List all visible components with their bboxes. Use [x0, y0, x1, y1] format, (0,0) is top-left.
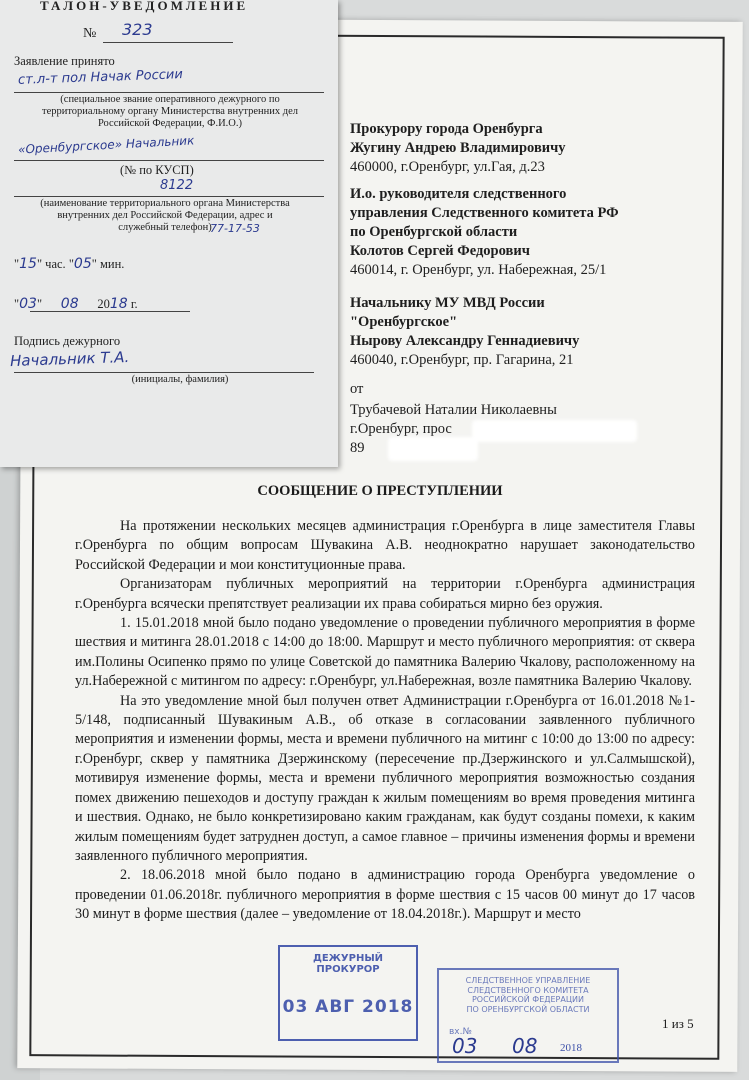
- body-paragraph: 1. 15.01.2018 мной было подано уведомление о проведении публичного мероприятия в форме шествия и митинга 28.01.2018 с 14:00 до 18:00. Маршрут и место публичного мероприятия: от сквера им.Полины Осипенко прямо по улице Советской до памятника Валерию Чкалову, расположенному на ул.Набережной с митингом по адресу: г.Оренбург, ул.Набережная, возле памятника Валерию Чкалову.: [75, 615, 695, 690]
- talon-number-label: №: [83, 26, 97, 41]
- addressee-line: Нырову Александру Геннадиевичу: [350, 333, 580, 349]
- stamp-line: ПО ОРЕНБУРГСКОЙ ОБЛАСТИ: [466, 1004, 590, 1014]
- stamp-line: СЛЕДСТВЕННОЕ УПРАВЛЕНИЕ: [465, 976, 591, 985]
- addressee-line: "Оренбургское": [350, 314, 458, 330]
- document-title: СООБЩЕНИЕ О ПРЕСТУПЛЕНИИ: [257, 483, 503, 499]
- body-paragraph: На это уведомление мной был получен ответ Администрации г.Оренбурга от 16.01.2018 №1-5/148, подписанный Шувакиным А.В., об отказе в согласовании заявленного публичного мероприятия и изменении формы, места и времени публичного на митинг с 10:00 до 13:00 по адресу: г.Оренбург, сквер у памятника Дзержинскому (пересечение пр.Дзержинского и ул.Салмышской), мотивируя изменение формы, места и времени публичного мероприятия возможностью создания помех движению пешеходов и доступу граждан к жилым помещениям во время проведения митинга и шествия. Однако, не было конкретизировано каким гражданам, как будут созданы помехи, к каким жилым помещениям будет затруднен доступ, а самое главное – причины изменения формы и времени заявленного публичного мероприятия.: [75, 692, 695, 864]
- stamp-day-hand: 03: [452, 1034, 478, 1058]
- redaction: [388, 437, 478, 461]
- talon-min-label: мин.: [99, 257, 125, 271]
- talon-day: 03: [19, 296, 37, 312]
- talon-line: [30, 311, 190, 312]
- stamp-line: РОССИЙСКОЙ ФЕДЕРАЦИИ: [471, 995, 585, 1004]
- talon-line: [14, 372, 314, 373]
- sender-phone: 89: [350, 440, 365, 456]
- addressee-line: управления Следственного комитета РФ: [350, 205, 619, 221]
- body-paragraph: Организаторам публичных мероприятий на территории г.Оренбурга администрация г.Оренбурга всячески препятствует реализации их права собираться мирно без оружия.: [75, 576, 695, 612]
- talon-hour: 15: [19, 256, 37, 272]
- document-body: [75, 517, 695, 925]
- addressee-line: Жугину Андрею Владимировичу: [350, 140, 566, 156]
- addressee-police: [350, 294, 730, 370]
- talon-kusp-label: (№ по КУСП): [120, 163, 194, 177]
- talon-min: 05: [73, 256, 92, 272]
- talon-number-line: [103, 42, 233, 43]
- talon-signature: Начальник Т.А.: [9, 347, 130, 371]
- talon-year-prefix: 20: [97, 297, 110, 311]
- talon-line: [14, 196, 324, 197]
- talon-line: [14, 160, 324, 161]
- talon-month: 08: [60, 296, 79, 312]
- addressee-line: И.о. руководителя следственного: [350, 186, 567, 202]
- talon-time: "15" час. "05" мин.: [14, 256, 125, 272]
- addressee-address: 460000, г.Оренбург, ул.Гая, д.23: [350, 159, 545, 175]
- addressee-investigative: [350, 185, 730, 280]
- stamp-line: СЛЕДСТВЕННОГО КОМИТЕТА: [467, 985, 589, 995]
- addressee-line: Колотов Сергей Федорович: [350, 243, 530, 259]
- sender-address: г.Оренбург, прос: [350, 421, 452, 437]
- stamp-year: 2018: [560, 1042, 582, 1054]
- talon-caption: (наименование территориального органа Министерства внутренних дел Российской Федерации, адрес и служебный телефон): [40, 198, 290, 233]
- duty-prosecutor-stamp: [278, 945, 418, 1041]
- talon-slip: [0, 0, 338, 467]
- addressee-line: по Оренбургской области: [350, 224, 518, 240]
- stamp-in-label: вх.№: [449, 1027, 472, 1037]
- redaction: [472, 420, 637, 442]
- talon-kusp: 8122: [160, 178, 194, 193]
- talon-date: "03" 08 2018 г.: [14, 296, 138, 312]
- talon-number: 323: [122, 20, 153, 39]
- talon-caption: (специальное звание оперативного дежурного по территориальному органу Министерства внутренних дел Российской Федерации, Ф.И.О.): [41, 94, 298, 129]
- stamp-month-hand: 08: [512, 1034, 538, 1058]
- stamp-title: ДЕЖУРНЫЙ ПРОКУРОР: [312, 953, 384, 975]
- page-number: 1 из 5: [662, 1016, 694, 1031]
- talon-year: 18: [109, 296, 128, 312]
- body-paragraph: 2. 18.06.2018 мной было подано в администрацию города Оренбурга уведомление о проведении 01.06.2018г. публичного мероприятия в форме шествия с 15 часов 00 минут до 17 часов 30 минут в форме шествия (далее – уведомление от 18.04.2018г.). Маршрут и место: [75, 867, 695, 923]
- sender-name: Трубачевой Наталии Николаевны: [350, 402, 557, 418]
- addressee-line: Начальнику МУ МВД России: [350, 295, 545, 311]
- sender-from: от: [350, 381, 364, 397]
- addressee-prosecutor: [350, 120, 730, 177]
- talon-sign-label: Подпись дежурного: [14, 334, 121, 348]
- stamp-date: 03 АВГ 2018: [282, 997, 414, 1017]
- addressee-line: Прокурору города Оренбурга: [350, 121, 543, 137]
- talon-org-hand: «Оренбургское» Начальник: [17, 133, 195, 157]
- talon-hour-label: час.: [45, 257, 66, 271]
- addressee-address: 460040, г.Оренбург, пр. Гагарина, 21: [350, 352, 574, 368]
- talon-year-label: г.: [130, 297, 138, 311]
- addressee-address: 460014, г. Оренбург, ул. Набережная, 25/1: [350, 262, 607, 278]
- talon-accepted-hand: ст.л-т пол Начак России: [17, 67, 184, 88]
- talon-phone-hand: 77-17-53: [210, 222, 260, 235]
- talon-caption: (инициалы, фамилия): [131, 374, 229, 385]
- talon-line: [14, 92, 324, 93]
- talon-accepted-label: Заявление принято: [14, 54, 115, 68]
- body-paragraph: На протяжении нескольких месяцев администрация г.Оренбурга в лице заместителя Главы г.Оренбурга по общим вопросам Шувакина А.В. неоднократно нарушает законодательство Российской Федерации и мои конституционные права.: [75, 518, 695, 573]
- talon-title: ТАЛОН-УВЕДОМЛЕНИЕ: [40, 0, 249, 13]
